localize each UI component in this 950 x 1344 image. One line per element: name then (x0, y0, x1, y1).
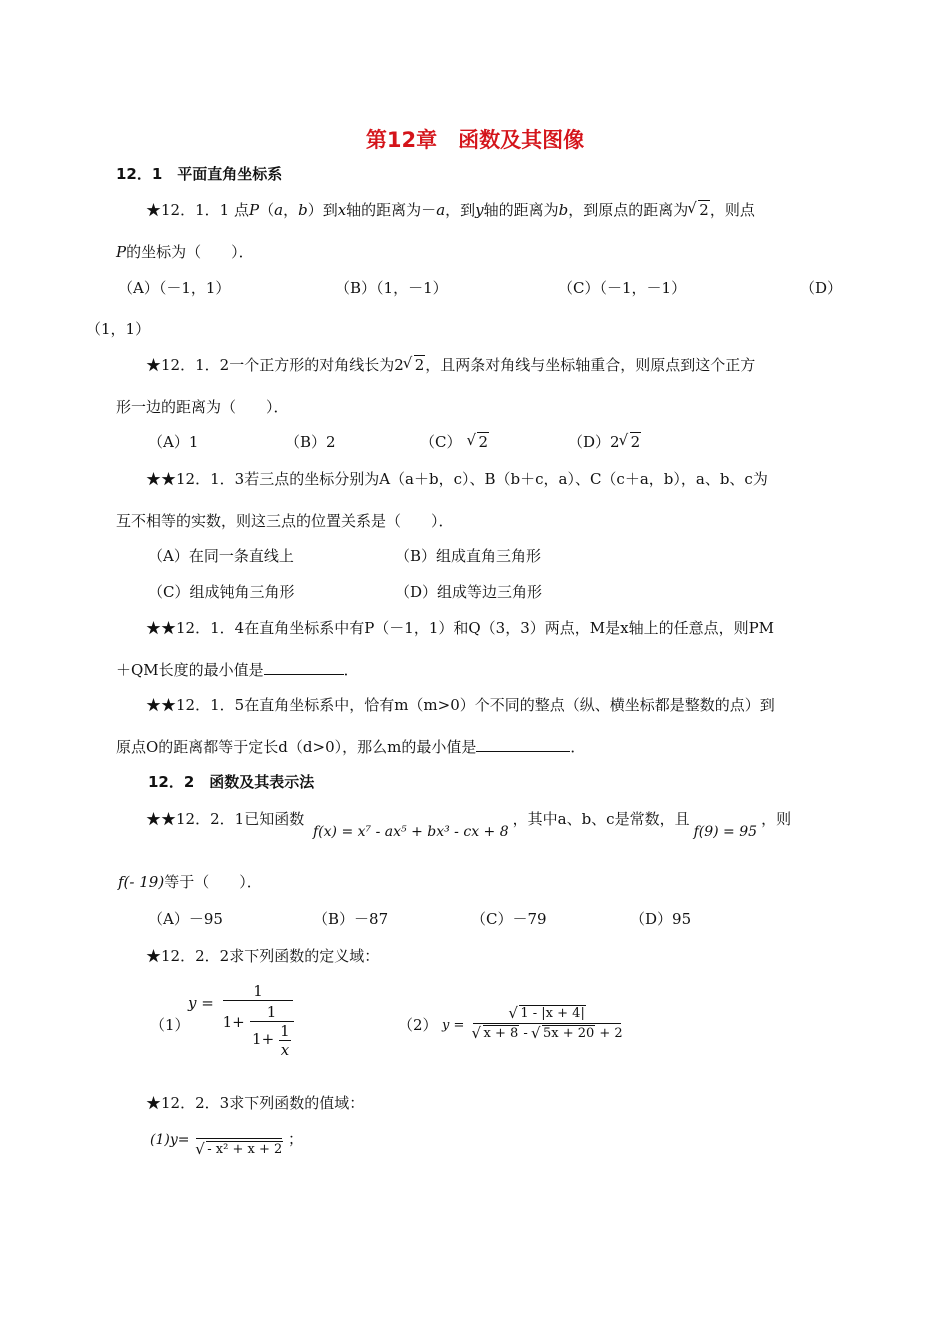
question-number: 12．1．2 (161, 356, 230, 374)
answer-blank[interactable] (476, 737, 570, 752)
question-12-1-4-line1 (146, 617, 774, 638)
question-text: ，则 (761, 810, 792, 828)
part-2-label: （2） (398, 1016, 438, 1034)
question-12-2-2-line1 (146, 945, 379, 966)
question-text: 轴的距离为－ (346, 201, 437, 219)
section-12-2-heading: 12．2 函数及其表示法 (148, 773, 315, 791)
difficulty-stars: ★★ (146, 696, 177, 714)
question-12-1-5-line2 (116, 736, 585, 757)
question-12-1-1-line2 (116, 241, 254, 262)
numerator-sqrt: √ 1 - |x + 4| (509, 1006, 585, 1021)
question-12-2-3-line1 (146, 1092, 364, 1113)
question-12-1-2-line1 (146, 354, 755, 375)
question-text: ，到原点的距离为 (568, 201, 689, 219)
question-text: 原点O的距离都等于定长d（d>0），那么m的最小值是 (116, 738, 477, 756)
question-number: 12．2．2 (161, 947, 230, 965)
option-d-value: （1，1） (86, 320, 151, 338)
question-number: 12．1．3 (176, 470, 245, 488)
var-a: a (274, 201, 284, 219)
option-d: （D） (800, 279, 843, 297)
option-c: （C）√ 2 (420, 431, 489, 452)
question-number: 12．1．1 (161, 201, 230, 219)
difficulty-stars: ★ (146, 201, 162, 219)
question-number: 12．2．1 (176, 810, 245, 828)
part-1-label: （1） (150, 1016, 190, 1034)
question-text: ，到 (445, 201, 476, 219)
denominator-sqrt: √ - x² + x + 2 (196, 1142, 283, 1157)
var-b: b (558, 201, 569, 219)
question-12-2-1-line1 (146, 808, 792, 840)
question-12-1-3-line2: 互不相等的实数，则这三点的位置关系是（ ）． (116, 512, 454, 530)
option-b: （B）2 (285, 433, 336, 451)
question-number: 12．1．4 (176, 619, 245, 637)
option-d: （D）2√ 2 (568, 431, 641, 452)
question-12-1-5-line1 (146, 694, 775, 715)
option-d: （D）95 (630, 910, 692, 928)
condition-expression: f(9) = 95 (693, 824, 758, 840)
question-text: ． (570, 738, 586, 756)
frac-bar (473, 1023, 621, 1024)
difficulty-stars: ★★ (146, 810, 177, 828)
sqrt-expression: √ 2 (688, 201, 710, 219)
var-x: x (337, 201, 347, 219)
var-b: b (298, 201, 308, 219)
question-text: 的坐标为（ ）． (126, 243, 254, 261)
question-text: ． (343, 661, 359, 679)
question-text: 求下列函数的定义域： (229, 947, 380, 965)
question-text: ，其中a、b、c是常数，且 (512, 810, 690, 828)
difficulty-stars: ★ (146, 1094, 162, 1112)
frac-denominator: 1+ 1 1+ $\frac{1}{x}$ (223, 1003, 294, 1059)
question-text: 等于（ ）． (164, 873, 262, 891)
question-number: 12．2．3 (161, 1094, 230, 1112)
option-b: （B）（1，－1） (335, 279, 448, 297)
sqrt-expression: √ 2 (404, 356, 426, 374)
domain-function-1 (188, 982, 294, 1059)
difficulty-stars: ★ (146, 356, 162, 374)
option-a: （A）（－1，1） (118, 279, 231, 297)
question-text: 求下列函数的值域： (229, 1094, 365, 1112)
question-12-1-4-line2 (116, 659, 359, 680)
option-c: （C）组成钝角三角形 (148, 583, 295, 601)
y-label: y = (188, 994, 214, 1012)
option-a: （A）1 (148, 433, 199, 451)
var-y: y (475, 201, 484, 219)
question-text: ）到 (307, 201, 338, 219)
option-d: （D）组成等边三角形 (395, 583, 543, 601)
var-p: P (116, 243, 127, 261)
difficulty-stars: ★ (146, 947, 162, 965)
question-12-1-2-line2: 形一边的距离为（ ）． (116, 398, 289, 416)
question-text: ，则点 (709, 201, 755, 219)
option-b: （B）－87 (313, 910, 389, 928)
denominator: √ x + 8 - √ 5x + 20 + 2 (473, 1026, 623, 1041)
question-12-1-1-line1 (146, 199, 755, 220)
option-b: （B）组成直角三角形 (395, 547, 542, 565)
question-text: ； (288, 1130, 304, 1148)
question-text: 已知函数 (244, 810, 305, 828)
question-text: 在直角坐标系中，恰有m（m>0）个不同的整点（纵、横坐标都是整数的点）到 (244, 696, 775, 714)
function-expression: f(x) = x⁷ - ax⁵ + bx³ - cx + 8 (313, 824, 509, 840)
question-12-2-1-line2 (118, 871, 262, 892)
var-a: a (436, 201, 446, 219)
frac-bar (223, 1000, 293, 1001)
question-text: （ (259, 201, 275, 219)
frac-bar (196, 1138, 282, 1139)
difficulty-stars: ★★ (146, 619, 177, 637)
question-text: ，且两条对角线与坐标轴重合，则原点到这个正方 (425, 356, 756, 374)
chapter-title: 第12章 函数及其图像 (365, 128, 585, 152)
difficulty-stars: ★★ (146, 470, 177, 488)
question-text: ＋QM长度的最小值是 (116, 661, 264, 679)
question-text: 点 (233, 201, 249, 219)
domain-function-2 (442, 1006, 623, 1041)
question-text: 在直角坐标系中有P（－1，1）和Q（3，3）两点，M是x轴上的任意点，则PM (244, 619, 775, 637)
part-1-label: (1)y= (150, 1132, 190, 1148)
question-text: 若三点的坐标分别为A（a＋b，c）、B（b＋c，a）、C（c＋a，b），a、b、c为 (244, 470, 768, 488)
question-12-1-3-line1 (146, 468, 768, 489)
option-a: （A）－95 (148, 910, 223, 928)
ask-expression: f(- 19) (118, 873, 165, 891)
option-c: （C）（－1，－1） (558, 279, 687, 297)
option-a: （A）在同一条直线上 (148, 547, 294, 565)
question-text: 轴的距离为 (483, 201, 559, 219)
question-text: ， (283, 201, 299, 219)
question-number: 12．1．5 (176, 696, 245, 714)
y-label: y = (442, 1018, 465, 1033)
var-p: P (249, 201, 260, 219)
range-function-1 (150, 1128, 303, 1157)
option-c: （C）－79 (471, 910, 547, 928)
question-text: 一个正方形的对角线长为2 (229, 356, 404, 374)
answer-blank[interactable] (264, 660, 344, 675)
frac-numerator: 1 (253, 982, 263, 1000)
section-12-1-heading: 12．1 平面直角坐标系 (116, 165, 283, 183)
